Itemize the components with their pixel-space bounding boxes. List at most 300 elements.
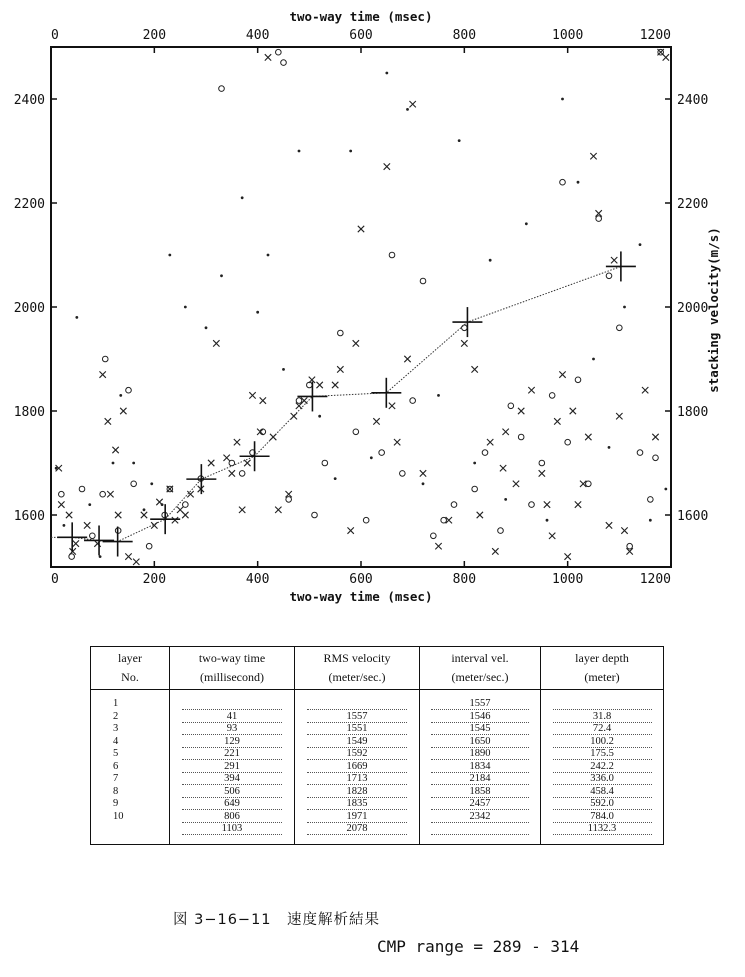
dot-marker [112, 462, 115, 465]
cross-marker [275, 507, 281, 513]
bottom-x-axis-title: two-way time (msec) [289, 589, 433, 604]
dot-marker [298, 150, 301, 153]
layer-table [90, 646, 664, 845]
circle-marker [100, 491, 106, 497]
cross-marker [172, 517, 178, 523]
cross-marker [544, 501, 550, 507]
cell-layer-depth [541, 748, 664, 761]
dot-marker [143, 508, 146, 511]
circle-marker [286, 497, 292, 503]
circle-marker [565, 439, 571, 445]
cross-marker [260, 397, 266, 403]
cell-layer-no: 1 [91, 690, 170, 711]
circle-marker [379, 450, 385, 456]
circle-marker [648, 497, 654, 503]
cross-marker [539, 470, 545, 476]
cell-interval-velocity [420, 811, 541, 824]
dot-marker [458, 139, 461, 142]
cell-layer-no: 9 [91, 798, 170, 811]
velocity-pick [84, 525, 114, 555]
circle-marker [431, 533, 437, 539]
cell-layer-depth [541, 773, 664, 786]
dot-marker [608, 446, 611, 449]
cross-marker [358, 226, 364, 232]
cell-two-way-time [170, 773, 295, 786]
cell-value: 1650 [431, 736, 528, 748]
circle-marker [363, 517, 369, 523]
x-tick-label-bottom: 1000 [552, 572, 584, 587]
cross-marker [616, 413, 622, 419]
cell-value: 129 [182, 736, 283, 748]
circle-marker [281, 60, 287, 66]
dot-marker [649, 519, 652, 522]
cell-two-way-time [170, 736, 295, 749]
y-tick-label-right: 2200 [677, 197, 709, 212]
cross-marker [125, 553, 131, 559]
cross-marker [611, 257, 617, 263]
cell-value: 2342 [431, 811, 528, 823]
dot-marker [489, 259, 492, 262]
circle-marker [482, 450, 488, 456]
cross-marker [564, 553, 570, 559]
velocity-pick [606, 251, 636, 281]
circle-marker [338, 330, 344, 336]
dot-marker [119, 394, 122, 397]
circle-marker [627, 543, 633, 549]
cell-value: 336.0 [553, 773, 652, 785]
dot-marker [437, 394, 440, 397]
cell-layer-depth [541, 723, 664, 736]
circle-marker [653, 455, 659, 461]
cell-value: 1971 [307, 811, 408, 823]
dot-marker [220, 274, 223, 277]
cross-marker [621, 527, 627, 533]
cell-layer-no: 4 [91, 736, 170, 749]
circle-marker [539, 460, 545, 466]
dot-marker [205, 326, 208, 329]
cell-interval-velocity [420, 773, 541, 786]
cross-marker [384, 163, 390, 169]
cell-value: 242.2 [553, 761, 652, 773]
cross-marker [182, 512, 188, 518]
cross-marker [105, 418, 111, 424]
cell-rms-velocity [295, 723, 420, 736]
cross-marker [249, 392, 255, 398]
header-two-way-time: two-way time (millisecond) [170, 647, 295, 690]
circle-marker [400, 471, 406, 477]
cell-value: 72.4 [553, 723, 652, 735]
velocity-picks [51, 251, 636, 556]
circle-marker [183, 502, 189, 508]
cell-value: 221 [182, 748, 283, 760]
cross-marker [112, 447, 118, 453]
layer-row [91, 748, 664, 761]
y-tick-label-right: 1800 [677, 405, 709, 420]
velocity-pick [297, 381, 327, 411]
cell-value: 592.0 [553, 798, 652, 810]
cell-value: 93 [182, 723, 283, 735]
cross-marker [337, 366, 343, 372]
velocity-pick [150, 504, 180, 534]
cross-marker [477, 512, 483, 518]
figure-caption: 図 3−16−11 速度解析結果 [173, 912, 381, 928]
cell-layer-no: 5 [91, 748, 170, 761]
axis-ticks [14, 28, 709, 587]
cross-marker [642, 387, 648, 393]
circle-marker [451, 502, 457, 508]
cell-value: 1546 [431, 711, 528, 723]
cell-interval-velocity [420, 711, 541, 724]
y-tick-label-left: 2400 [13, 93, 45, 108]
cell-two-way-time [170, 711, 295, 724]
cell-value: 291 [182, 761, 283, 773]
y-tick-label-right: 1600 [677, 509, 709, 524]
cell-layer-depth [541, 823, 664, 844]
cell-value [553, 698, 652, 710]
x-tick-label-top: 400 [245, 28, 270, 43]
cross-marker [120, 408, 126, 414]
circle-marker [389, 252, 395, 258]
cell-value [431, 823, 528, 835]
cross-marker [141, 512, 147, 518]
cell-layer-depth [541, 690, 664, 711]
dot-marker [99, 555, 102, 558]
cell-two-way-time [170, 798, 295, 811]
cross-marker [513, 481, 519, 487]
cross-marker [471, 366, 477, 372]
cell-value: 1828 [307, 786, 408, 798]
cell-two-way-time [170, 748, 295, 761]
cross-marker [502, 429, 508, 435]
cell-value: 1834 [431, 761, 528, 773]
cell-layer-no: 2 [91, 711, 170, 724]
dot-marker [525, 222, 528, 225]
cell-value: 394 [182, 773, 283, 785]
cell-layer-no: 10 [91, 811, 170, 824]
header-layer-no: layer No. [91, 647, 170, 690]
cell-value: 1557 [431, 698, 528, 710]
circle-marker [322, 460, 328, 466]
circle-marker [79, 486, 85, 492]
cross-marker [223, 455, 229, 461]
y-tick-label-left: 2200 [13, 197, 45, 212]
y-tick-label-left: 2000 [13, 301, 45, 316]
cell-value: 175.5 [553, 748, 652, 760]
header-layer-depth: layer depth (meter) [541, 647, 664, 690]
x-tick-label-top: 0 [51, 28, 59, 43]
cell-rms-velocity [295, 736, 420, 749]
circle-marker [102, 356, 108, 362]
cross-marker [84, 522, 90, 528]
cross-marker [133, 559, 139, 565]
cross-marker [575, 501, 581, 507]
cross-marker [373, 418, 379, 424]
cell-rms-velocity [295, 711, 420, 724]
cell-interval-velocity [420, 798, 541, 811]
cell-layer-depth [541, 711, 664, 724]
cross-marker [518, 408, 524, 414]
circle-marker [575, 377, 581, 383]
cell-value: 2457 [431, 798, 528, 810]
circle-marker [498, 528, 504, 534]
cell-value: 1557 [307, 711, 408, 723]
cell-value: 1551 [307, 723, 408, 735]
circle-marker [90, 533, 96, 539]
cross-marker [570, 408, 576, 414]
cell-two-way-time [170, 823, 295, 844]
velocity-pick [452, 307, 482, 337]
cross-marker [500, 465, 506, 471]
cross-marker [585, 434, 591, 440]
cross-marker [332, 382, 338, 388]
cross-marker [652, 434, 658, 440]
cross-marker [208, 460, 214, 466]
dot-marker [184, 306, 187, 309]
cell-two-way-time [170, 690, 295, 711]
plot-frame [51, 47, 671, 567]
cell-layer-depth [541, 736, 664, 749]
dot-marker [473, 462, 476, 465]
velocity-pick [57, 522, 87, 552]
dot-marker [334, 477, 337, 480]
layer-row [91, 723, 664, 736]
cross-marker [461, 340, 467, 346]
cross-marker [229, 470, 235, 476]
cell-two-way-time [170, 723, 295, 736]
dot-marker [55, 467, 58, 470]
layer-row [91, 786, 664, 799]
layer-table-body [91, 690, 664, 845]
dot-marker [561, 98, 564, 101]
cell-two-way-time [170, 761, 295, 774]
cross-marker [549, 533, 555, 539]
circle-marker [69, 554, 75, 560]
y-tick-label-left: 1600 [13, 509, 45, 524]
dot-marker [318, 415, 321, 418]
dot-marker [546, 519, 549, 522]
circle-marker [606, 273, 612, 279]
circle-marker [596, 216, 602, 222]
right-y-axis-title: stacking velocity(m/s) [706, 227, 721, 393]
velocity-pick [103, 527, 133, 557]
circle-marker [131, 481, 137, 487]
cell-layer-no: 7 [91, 773, 170, 786]
cell-layer-no: 8 [91, 786, 170, 799]
circle-marker [59, 491, 65, 497]
cross-marker [492, 548, 498, 554]
cell-value: 649 [182, 798, 283, 810]
cross-marker [353, 340, 359, 346]
cross-marker [73, 540, 79, 546]
circle-marker [637, 450, 643, 456]
cell-layer-no: 6 [91, 761, 170, 774]
cell-value: 1592 [307, 748, 408, 760]
cell-interval-velocity [420, 761, 541, 774]
dot-marker [161, 503, 164, 506]
cell-value: 506 [182, 786, 283, 798]
dot-marker [422, 482, 425, 485]
cross-marker [99, 371, 105, 377]
cross-marker [265, 54, 271, 60]
cell-value: 1132.3 [553, 823, 652, 835]
circle-marker [296, 398, 302, 404]
cell-value: 458.4 [553, 786, 652, 798]
dot-marker [504, 498, 507, 501]
header-interval-velocity: interval vel. (meter/sec.) [420, 647, 541, 690]
dot-marker [406, 108, 409, 111]
layer-row [91, 798, 664, 811]
top-x-axis-title: two-way time (msec) [289, 9, 433, 24]
dot-marker [664, 488, 667, 491]
layer-row [91, 690, 664, 711]
x-tick-label-top: 800 [452, 28, 477, 43]
x-tick-label-bottom: 1200 [639, 572, 671, 587]
circle-marker [508, 403, 514, 409]
circle-marker [276, 49, 282, 55]
x-tick-label-top: 600 [349, 28, 373, 43]
dot-marker [75, 316, 78, 319]
cross-marker [234, 439, 240, 445]
cross-marker [394, 439, 400, 445]
cross-marker [244, 460, 250, 466]
layer-row [91, 711, 664, 724]
layer-row [91, 811, 664, 824]
cell-layer-depth [541, 798, 664, 811]
cell-layer-depth [541, 761, 664, 774]
semblance-markers [55, 49, 669, 565]
y-tick-label-right: 2400 [677, 93, 709, 108]
cell-interval-velocity [420, 786, 541, 799]
x-tick-label-top: 200 [142, 28, 167, 43]
cross-marker [528, 387, 534, 393]
cell-rms-velocity [295, 811, 420, 824]
cross-marker [58, 501, 64, 507]
cell-layer-depth [541, 786, 664, 799]
circle-marker [219, 86, 225, 92]
cell-rms-velocity [295, 761, 420, 774]
cell-value: 41 [182, 711, 283, 723]
cell-layer-depth [541, 811, 664, 824]
layer-row [91, 823, 664, 844]
dot-marker [63, 524, 66, 527]
cmp-range-label: CMP range = 289 - 314 [377, 937, 580, 956]
cell-value: 2184 [431, 773, 528, 785]
cross-marker [239, 507, 245, 513]
dot-marker [241, 196, 244, 199]
cell-value: 1549 [307, 736, 408, 748]
cell-value: 100.2 [553, 736, 652, 748]
x-tick-label-top: 1200 [639, 28, 671, 43]
velocity-function-line [51, 266, 621, 541]
cross-marker [66, 512, 72, 518]
circle-marker [229, 460, 235, 466]
cell-rms-velocity [295, 773, 420, 786]
cell-value: 2078 [307, 823, 408, 835]
circle-marker [146, 543, 152, 549]
dot-marker [150, 482, 153, 485]
x-tick-label-bottom: 800 [452, 572, 477, 587]
cell-value: 1835 [307, 798, 408, 810]
cell-value: 31.8 [553, 711, 652, 723]
cell-interval-velocity [420, 690, 541, 711]
layer-table-header [91, 647, 664, 690]
circle-marker [518, 434, 524, 440]
circle-marker [529, 502, 535, 508]
cell-layer-no [91, 823, 170, 844]
velocity-pick [371, 378, 401, 408]
dot-marker [349, 150, 352, 153]
circle-marker [353, 429, 359, 435]
cell-rms-velocity [295, 748, 420, 761]
dot-marker [168, 254, 171, 257]
circle-marker [420, 278, 426, 284]
cell-rms-velocity [295, 786, 420, 799]
cross-marker [487, 439, 493, 445]
cross-marker [559, 371, 565, 377]
cell-value: 806 [182, 811, 283, 823]
cross-marker [606, 522, 612, 528]
circle-marker [410, 398, 416, 404]
x-tick-label-bottom: 600 [349, 572, 373, 587]
cell-interval-velocity [420, 748, 541, 761]
cell-interval-velocity [420, 823, 541, 844]
cell-value: 1103 [182, 823, 283, 835]
dot-marker [577, 181, 580, 184]
dot-marker [282, 368, 285, 371]
circle-marker [560, 179, 566, 185]
y-tick-label-left: 1800 [13, 405, 45, 420]
cross-marker [663, 54, 669, 60]
cell-value: 1890 [431, 748, 528, 760]
dot-marker [267, 254, 270, 257]
cross-marker [435, 543, 441, 549]
velocity-pick [186, 464, 216, 494]
cell-value: 1545 [431, 723, 528, 735]
circle-marker [472, 486, 478, 492]
cell-two-way-time [170, 811, 295, 824]
cross-marker [115, 512, 121, 518]
cell-value [182, 698, 283, 710]
header-rms-velocity: RMS velocity (meter/sec.) [295, 647, 420, 690]
dot-marker [88, 503, 91, 506]
x-tick-label-bottom: 0 [51, 572, 59, 587]
cell-interval-velocity [420, 736, 541, 749]
cell-value: 1669 [307, 761, 408, 773]
dot-marker [385, 72, 388, 75]
circle-marker [312, 512, 318, 518]
x-tick-label-bottom: 400 [245, 572, 270, 587]
circle-marker [239, 471, 245, 477]
cell-value: 1858 [431, 786, 528, 798]
cross-marker [590, 153, 596, 159]
y-tick-label-right: 2000 [677, 301, 709, 316]
dot-marker [132, 462, 135, 465]
cross-marker [316, 382, 322, 388]
cell-interval-velocity [420, 723, 541, 736]
dot-marker [639, 243, 642, 246]
cross-marker [107, 491, 113, 497]
cross-marker [404, 356, 410, 362]
cell-rms-velocity [295, 690, 420, 711]
cross-marker [554, 418, 560, 424]
x-tick-label-top: 1000 [552, 28, 584, 43]
circle-marker [549, 393, 555, 399]
cell-value: 784.0 [553, 811, 652, 823]
circle-marker [126, 387, 132, 393]
cell-value [307, 698, 408, 710]
x-tick-label-bottom: 200 [142, 572, 167, 587]
circle-marker [617, 325, 623, 331]
